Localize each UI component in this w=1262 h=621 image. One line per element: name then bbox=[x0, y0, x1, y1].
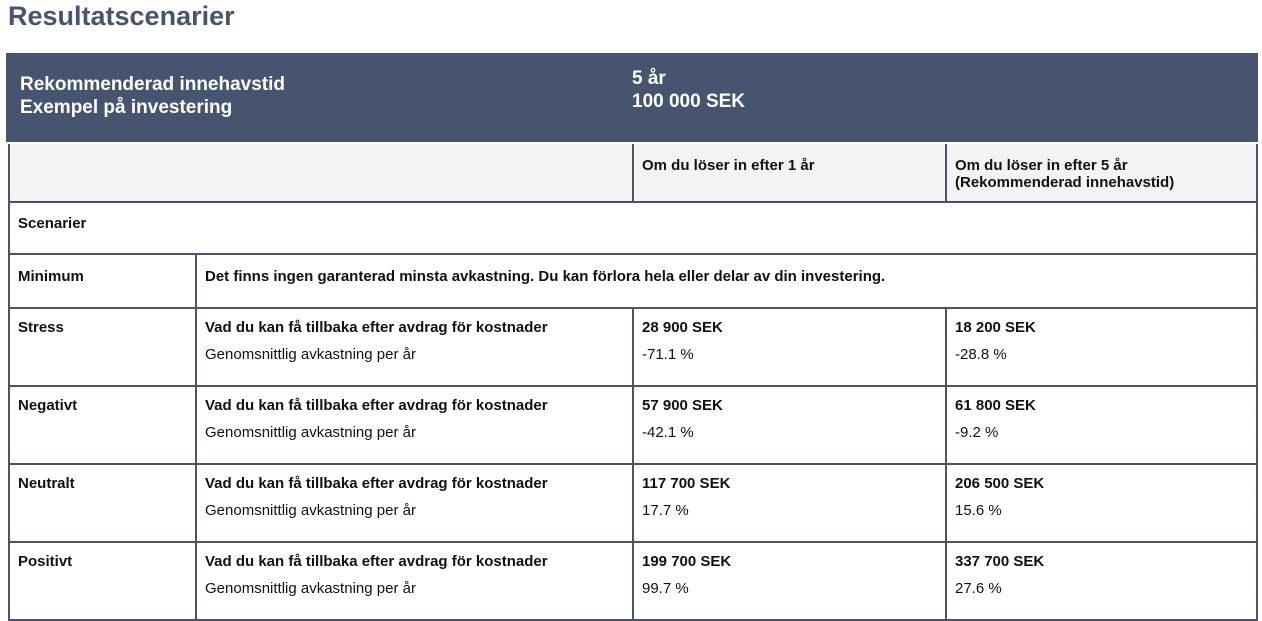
one-year-amount: 199 700 SEK bbox=[642, 553, 732, 570]
scenario-description bbox=[196, 308, 633, 386]
investment-example-value: 100 000 SEK bbox=[632, 91, 746, 112]
one-year-percent: -71.1 % bbox=[642, 346, 694, 363]
scenario-description bbox=[196, 464, 633, 542]
five-year-percent: 15.6 % bbox=[955, 502, 1002, 519]
column-header-5-years-line1: Om du löser in efter 5 år bbox=[955, 157, 1128, 174]
one-year-amount: 57 900 SEK bbox=[642, 397, 723, 414]
column-header-5-years-line2: (Rekommenderad innehavstid) bbox=[955, 174, 1175, 191]
one-year-values bbox=[633, 308, 946, 386]
five-year-amount: 337 700 SEK bbox=[955, 553, 1045, 570]
scenarios-label-row bbox=[9, 202, 1257, 254]
five-year-values bbox=[946, 308, 1257, 386]
column-header-1-year-label: Om du löser in efter 1 år bbox=[642, 157, 815, 174]
five-year-amount: 206 500 SEK bbox=[955, 475, 1045, 492]
scenario-label: Neutralt bbox=[9, 464, 196, 542]
five-year-values bbox=[946, 542, 1257, 620]
return-description: Vad du kan få tillbaka efter avdrag för kostnader bbox=[205, 319, 548, 336]
table-row bbox=[9, 542, 1257, 620]
avg-return-description: Genomsnittlig avkastning per år bbox=[205, 580, 416, 597]
one-year-percent: -42.1 % bbox=[642, 424, 694, 441]
five-year-percent: 27.6 % bbox=[955, 580, 1002, 597]
minimum-row bbox=[9, 254, 1257, 308]
scenarios-label: Scenarier bbox=[9, 202, 1257, 254]
five-year-amount: 18 200 SEK bbox=[955, 319, 1036, 336]
table-row bbox=[9, 308, 1257, 386]
summary-labels bbox=[20, 73, 285, 119]
one-year-percent: 17.7 % bbox=[642, 502, 689, 519]
one-year-amount: 117 700 SEK bbox=[642, 475, 731, 492]
avg-return-description: Genomsnittlig avkastning per år bbox=[205, 346, 416, 363]
five-year-percent: -9.2 % bbox=[955, 424, 999, 441]
column-header-5-years bbox=[946, 144, 1257, 202]
column-header-row bbox=[9, 144, 1257, 202]
page-title: Resultatscenarier bbox=[8, 1, 235, 31]
avg-return-description: Genomsnittlig avkastning per år bbox=[205, 502, 416, 519]
summary-values bbox=[632, 67, 745, 113]
column-header-1-year bbox=[633, 144, 946, 202]
scenario-label: Positivt bbox=[9, 542, 196, 620]
one-year-percent: 99.7 % bbox=[642, 580, 689, 597]
scenario-label: Stress bbox=[9, 308, 196, 386]
one-year-amount: 28 900 SEK bbox=[642, 319, 723, 336]
five-year-percent: -28.8 % bbox=[955, 346, 1007, 363]
scenario-description bbox=[196, 386, 633, 464]
one-year-values bbox=[633, 386, 946, 464]
table-row bbox=[9, 386, 1257, 464]
five-year-amount: 61 800 SEK bbox=[955, 397, 1036, 414]
one-year-values bbox=[633, 464, 946, 542]
minimum-text: Det finns ingen garanterad minsta avkastning. Du kan förlora hela eller delar av din investering. bbox=[196, 254, 1257, 308]
holding-period-label: Rekommenderad innehavstid bbox=[20, 74, 286, 95]
summary-header bbox=[6, 53, 1258, 142]
return-description: Vad du kan få tillbaka efter avdrag för kostnader bbox=[205, 397, 548, 414]
avg-return-description: Genomsnittlig avkastning per år bbox=[205, 424, 416, 441]
empty-header-cell bbox=[9, 144, 633, 202]
return-description: Vad du kan få tillbaka efter avdrag för kostnader bbox=[205, 475, 548, 492]
scenario-description bbox=[196, 542, 633, 620]
scenario-label: Negativt bbox=[9, 386, 196, 464]
minimum-label: Minimum bbox=[9, 254, 196, 308]
one-year-values bbox=[633, 542, 946, 620]
holding-period-value: 5 år bbox=[632, 68, 666, 89]
scenarios-table bbox=[8, 144, 1258, 621]
five-year-values bbox=[946, 386, 1257, 464]
return-description: Vad du kan få tillbaka efter avdrag för kostnader bbox=[205, 553, 548, 570]
table-row bbox=[9, 464, 1257, 542]
five-year-values bbox=[946, 464, 1257, 542]
investment-example-label: Exempel på investering bbox=[20, 97, 233, 118]
